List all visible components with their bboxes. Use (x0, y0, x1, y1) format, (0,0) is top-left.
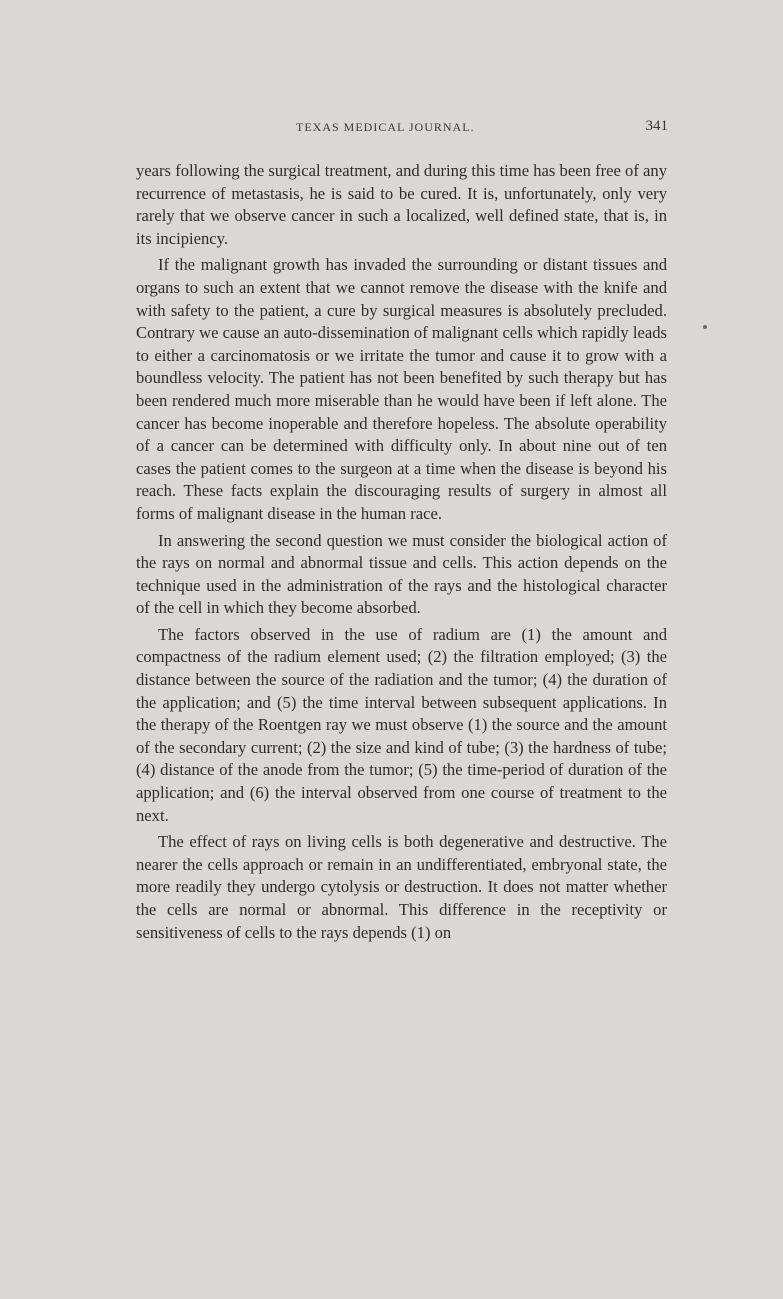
paragraph-4: The factors observed in the use of radium are (1) the amount and compactness of the radium element used; (2) the filtration employed; (3) the distance between the source of the radiation and the tumor; (4) the duration of the application; and (5) the time interval between subsequent applications. In the therapy of the Roentgen ray we must observe (1) the source and the amount of the secondary current; (2) the size and kind of tube; (3) the hardness of tube; (4) distance of the anode from the tumor; (5) the time-period of duration of the application; and (6) the interval observed from one course of treatment to the next. (136, 624, 667, 825)
journal-title: TEXAS MEDICAL JOURNAL. (296, 120, 475, 134)
body-text (136, 160, 667, 948)
paragraph-2: If the malignant growth has invaded the surrounding or distant tissues and organs to such an extent that we cannot remove the disease with the knife and with safety to the patient, a cure by surgical measures is absolutely precluded. Contrary we cause an auto-dissemination of malignant cells which rapidly leads to either a carcinomatosis or we irritate the tumor and cause it to grow with a boundless velocity. The patient has not been benefited by such therapy but has been rendered much more miserable than he would have been if left alone. The cancer has become inoperable and therefore hopeless. The absolute operability of a cancer can be determined with difficulty only. In about nine out of ten cases the patient comes to the surgeon at a time when the disease is beyond his reach. These facts explain the discouraging results of surgery in almost all forms of malignant disease in the human race. (136, 255, 667, 523)
paragraph-3: In answering the second question we must consider the biological action of the rays on normal and abnormal tissue and cells. This action depends on the technique used in the administration of the rays and the histological character of the cell in which they become absorbed. (136, 530, 667, 618)
page-number: 341 (645, 118, 668, 134)
running-header (136, 118, 668, 142)
paragraph-1: years following the surgical treatment, and during this time has been free of any recurrence of metastasis, he is said to be cured. It is, unfortunately, only very rarely that we observe cancer in such a localized, well defined state, that is, in its incipiency. (136, 161, 667, 248)
paragraph-5: The effect of rays on living cells is both degenerative and destructive. The nearer the cells approach or remain in an undifferentiated, embryonal state, the more readily they undergo cytolysis or destruction. It does not matter whether the cells are normal or abnormal. This difference in the receptivity or sensitiveness of cells to the rays depends (1) on (136, 832, 667, 942)
paper-speck (703, 325, 707, 329)
